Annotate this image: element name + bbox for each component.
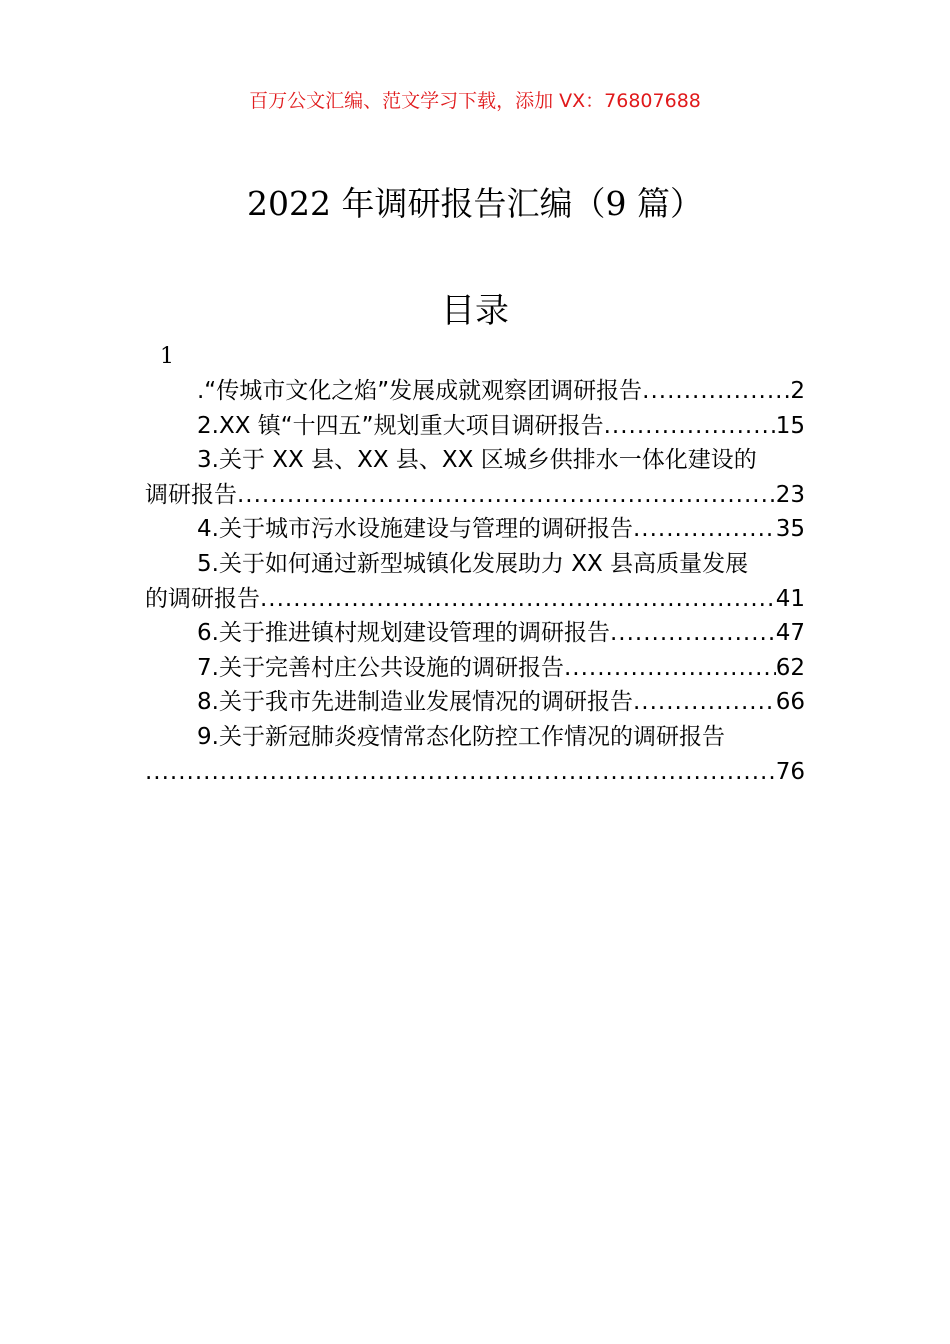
toc-leader-dots bbox=[237, 478, 776, 513]
toc-entry-line1[interactable] bbox=[145, 547, 805, 582]
toc-entry-text: 调研报告 bbox=[145, 481, 237, 508]
toc-page-number: 2 bbox=[790, 378, 805, 404]
toc-entry[interactable] bbox=[145, 512, 805, 547]
toc-entry-text: .“传城市文化之焰”发展成就观察团调研报告 bbox=[197, 378, 643, 404]
toc-entry-line2[interactable] bbox=[145, 478, 805, 513]
watermark-text: 百万公文汇编、范文学习下载，添加 VX：76807688 bbox=[249, 90, 701, 112]
toc-page-number: 62 bbox=[775, 654, 805, 681]
toc-entry-text: 6.关于推进镇村规划建设管理的调研报告 bbox=[197, 620, 610, 647]
toc-page-number: 15 bbox=[775, 412, 805, 439]
toc-entry-line2[interactable] bbox=[145, 582, 805, 617]
toc-entry-text: 2.XX 镇“十四五”规划重大项目调研报告 bbox=[197, 412, 604, 439]
toc-entry[interactable] bbox=[145, 616, 805, 651]
toc-entry[interactable] bbox=[145, 651, 805, 686]
toc-entry[interactable] bbox=[145, 685, 805, 720]
toc-entry-text: 8.关于我市先进制造业发展情况的调研报告 bbox=[197, 689, 633, 716]
toc-entry-text: 9.关于新冠肺炎疫情常态化防控工作情况的调研报告 bbox=[197, 723, 725, 750]
toc-page-number: 66 bbox=[775, 689, 805, 716]
toc-page-number: 35 bbox=[775, 516, 805, 543]
toc-entry-text: 的调研报告 bbox=[145, 585, 260, 612]
toc-entry-line1[interactable] bbox=[145, 443, 805, 478]
toc-leader-dots bbox=[610, 616, 776, 651]
toc-entry-text: 7.关于完善村庄公共设施的调研报告 bbox=[197, 654, 564, 681]
toc-page-number: 23 bbox=[775, 481, 805, 508]
toc-entry[interactable] bbox=[145, 374, 805, 409]
toc-leader-dots bbox=[633, 685, 776, 720]
document-title: 2022 年调研报告汇编（9 篇） bbox=[247, 184, 703, 223]
toc-leader-dots bbox=[260, 582, 776, 617]
toc-page-number: 47 bbox=[775, 620, 805, 647]
stray-page-number: 1 bbox=[160, 344, 174, 369]
toc-leader-dots bbox=[145, 755, 776, 790]
toc-entry[interactable] bbox=[145, 409, 805, 444]
toc-leader-dots bbox=[564, 651, 776, 686]
toc-leader-dots bbox=[604, 409, 776, 444]
toc-entry-text: 3.关于 XX 县、XX 县、XX 区城乡供排水一体化建设的 bbox=[197, 447, 757, 474]
toc-page-number: 76 bbox=[775, 758, 805, 785]
toc-heading: 目录 bbox=[441, 291, 509, 331]
table-of-contents bbox=[145, 374, 805, 789]
toc-entry-line2[interactable] bbox=[145, 755, 805, 790]
toc-page-number: 41 bbox=[775, 585, 805, 612]
toc-leader-dots bbox=[642, 374, 790, 409]
toc-entry-text: 4.关于城市污水设施建设与管理的调研报告 bbox=[197, 516, 633, 543]
toc-entry-text: 5.关于如何通过新型城镇化发展助力 XX 县高质量发展 bbox=[197, 550, 749, 577]
toc-leader-dots bbox=[633, 512, 776, 547]
toc-entry-line1[interactable] bbox=[145, 720, 805, 755]
